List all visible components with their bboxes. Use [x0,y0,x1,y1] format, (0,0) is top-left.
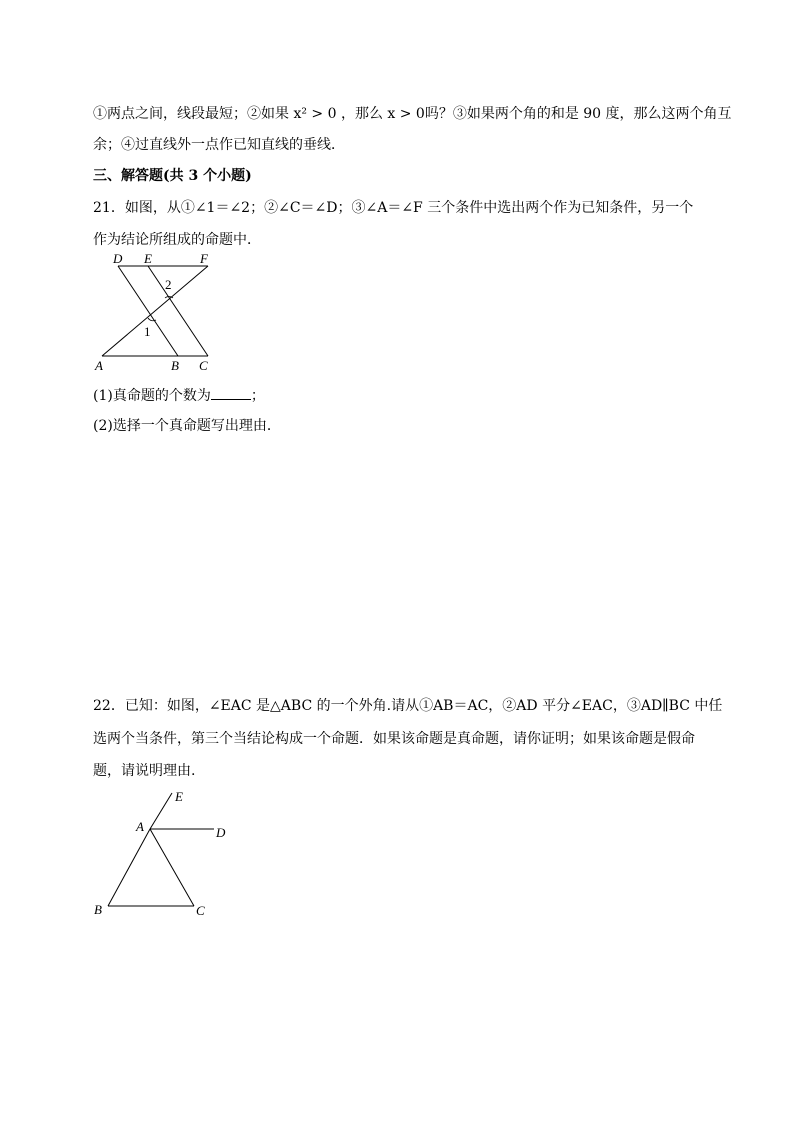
label-E: E [144,251,152,266]
label-A: A [95,358,103,373]
label-B: B [94,902,102,917]
q22-text-line-2: 选两个当条件，第三个当结论构成一个命题．如果该命题是真命题，请你证明；如果该命题是假命 [93,731,695,747]
label-C: C [199,358,208,373]
q21-part-1 [93,385,265,405]
label-D: D [113,251,123,266]
label-angle-1: 1 [144,324,151,339]
label-angle-2: 2 [165,277,172,292]
q21-text-line-2: 作为结论所组成的命题中． [93,232,261,248]
label-E: E [175,789,183,804]
label-C: C [196,903,205,918]
q21-figure [90,252,220,374]
q22-text-line-3: 题，请说明理由. [93,763,196,779]
section-heading: 三、解答题(共 3 个小题) [93,168,252,184]
prev-problem-line-1: ①两点之间，线段最短；②如果 x² > 0 ，那么 x > 0吗？③如果两个角的和是 90 度，那么这两个角互 [93,106,732,122]
q21-part-1-prefix: (1)真命题的个数为 [93,388,211,404]
label-A: A [136,819,144,834]
q21-part-1-suffix: ； [250,388,265,404]
q22-figure [90,785,240,920]
label-F: F [200,251,208,266]
label-B: B [171,358,179,373]
q21-part-2: (2)选择一个真命题写出理由． [93,418,281,434]
q22-text-line-1: 22．已知：如图，∠EAC 是△ABC 的一个外角.请从①AB＝AC，②AD 平分∠EAC，③AD∥BC 中任 [93,698,723,714]
prev-problem-line-2: 余；④过直线外一点作已知直线的垂线． [93,137,345,153]
answer-blank [211,387,251,400]
label-D: D [216,825,226,840]
q21-text-line-1: 21．如图，从①∠1＝∠2；②∠C＝∠D；③∠A＝∠F 三个条件中选出两个作为已知条件，另一个 [93,200,694,216]
